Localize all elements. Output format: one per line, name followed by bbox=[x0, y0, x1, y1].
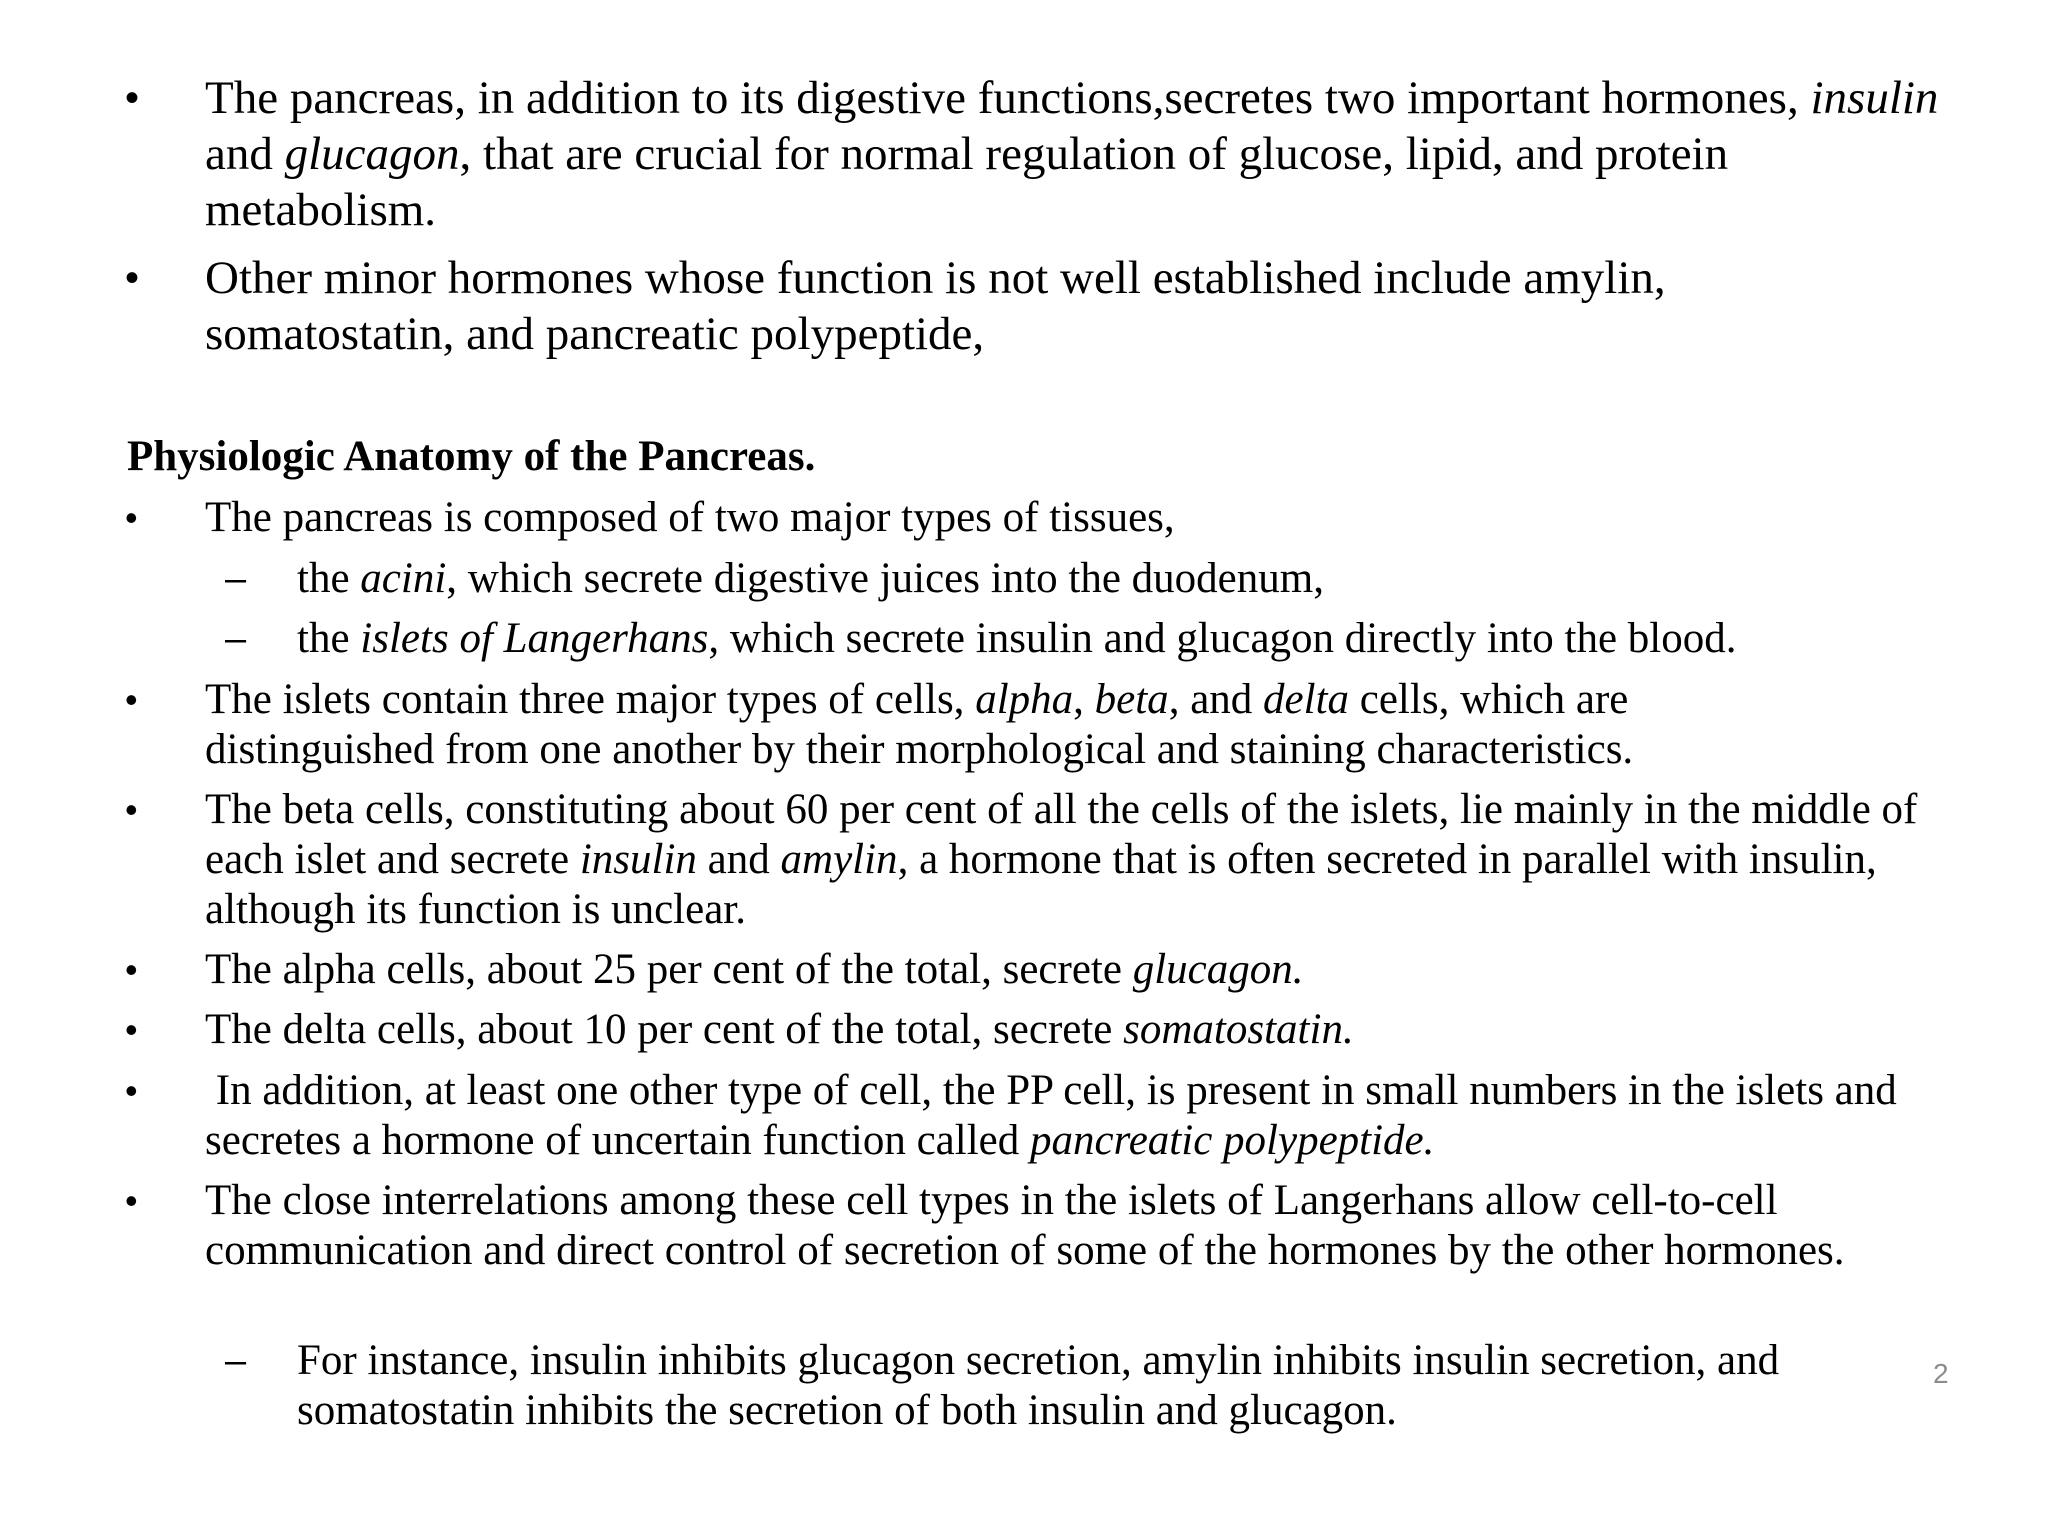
sub-bullet-text: For instance, insulin inhibits glucagon secretion, amylin inhibits insulin secretion, and somatostatin inhibits the secretion of both insulin and glucagon. bbox=[297, 1337, 1780, 1434]
bullet-text bbox=[205, 675, 1775, 775]
bullet-mark: • bbox=[125, 497, 138, 538]
bullet-text bbox=[205, 1005, 1985, 1055]
text-run: The delta cells, about 10 per cent of the total, secrete bbox=[205, 1006, 1124, 1053]
bullet-mark: • bbox=[125, 1009, 138, 1050]
text-run: The alpha cells, about 25 per cent of the total, secrete bbox=[205, 946, 1133, 993]
bullet-text bbox=[205, 1066, 1995, 1166]
bullet-mark: • bbox=[125, 256, 140, 300]
text-run: The beta cells, constituting about 60 per cent of all the cells of the islets, lie mainly in the middle of each islet and secrete bbox=[205, 786, 1918, 883]
text-run: , that are crucial for normal regulation of glucose, lipid, and protein metabolism. bbox=[205, 128, 1729, 236]
text-run: cells, which are distinguished from one another by their morphological and staining characteristics. bbox=[205, 676, 1634, 773]
sub-bullet-text bbox=[297, 614, 1997, 664]
italic-term: acini bbox=[360, 555, 447, 602]
text-run: and bbox=[696, 836, 781, 883]
text-run: , bbox=[1073, 676, 1095, 723]
italic-term: glucagon bbox=[284, 128, 460, 180]
italic-term: somatostatin. bbox=[1123, 1006, 1354, 1053]
text-run: In addition, at least one other type of cell, the PP cell, is present in small numbers in the islets and secretes a hormone of uncertain function called bbox=[205, 1067, 1908, 1164]
text-run: the bbox=[297, 555, 361, 602]
text-run: The islets contain three major types of cells, bbox=[205, 676, 976, 723]
bullet-mark: • bbox=[125, 949, 138, 990]
italic-term: insulin bbox=[1810, 72, 1939, 124]
bullet-text bbox=[205, 945, 1985, 995]
text-run: , which secrete insulin and glucagon directly into the blood. bbox=[708, 615, 1737, 662]
bullet-mark: • bbox=[125, 1070, 138, 1111]
dash-mark: – bbox=[225, 1340, 247, 1382]
bullet-text bbox=[205, 785, 1995, 935]
italic-term: insulin bbox=[579, 836, 697, 883]
text-run: , which secrete digestive juices into the duodenum, bbox=[446, 555, 1324, 602]
text-run: , and bbox=[1168, 676, 1264, 723]
italic-term: delta bbox=[1263, 676, 1350, 723]
bullet-text: The pancreas is composed of two major types of tissues, bbox=[205, 494, 1175, 541]
bullet-mark: • bbox=[125, 679, 138, 720]
bullet-text: Other minor hormones whose function is not well established include amylin, somatostatin, and pancreatic polypeptide, bbox=[205, 252, 1666, 360]
text-run: the bbox=[297, 615, 361, 662]
italic-term: beta bbox=[1094, 676, 1169, 723]
text-run: , a hormone that is often secreted in parallel with insulin, although its function is unclear. bbox=[205, 836, 1877, 933]
text-run: and bbox=[205, 128, 285, 180]
italic-term: alpha bbox=[975, 676, 1074, 723]
italic-term: glucagon. bbox=[1132, 946, 1304, 993]
bullet-mark: • bbox=[125, 789, 138, 830]
bullet-text bbox=[205, 70, 1965, 238]
italic-term: islets of Langerhans bbox=[360, 615, 709, 662]
bullet-text: The close interrelations among these cell types in the islets of Langerhans allow cell-to-cell communication and direct control of secretion of some of the hormones by the other hormones. bbox=[205, 1177, 1845, 1274]
text-run: The pancreas, in addition to its digestive functions,secretes two important hormones, bbox=[205, 72, 1811, 124]
dash-mark: – bbox=[225, 618, 247, 660]
sub-bullet-text bbox=[297, 554, 1997, 604]
page-number: 2 bbox=[1933, 1358, 1949, 1389]
italic-term: amylin bbox=[780, 836, 898, 883]
section-heading: Physiologic Anatomy of the Pancreas. bbox=[127, 433, 816, 480]
bullet-mark: • bbox=[125, 76, 140, 120]
italic-term: pancreatic polypeptide. bbox=[1030, 1117, 1435, 1164]
bullet-mark: • bbox=[125, 1180, 138, 1221]
dash-mark: – bbox=[225, 558, 247, 600]
